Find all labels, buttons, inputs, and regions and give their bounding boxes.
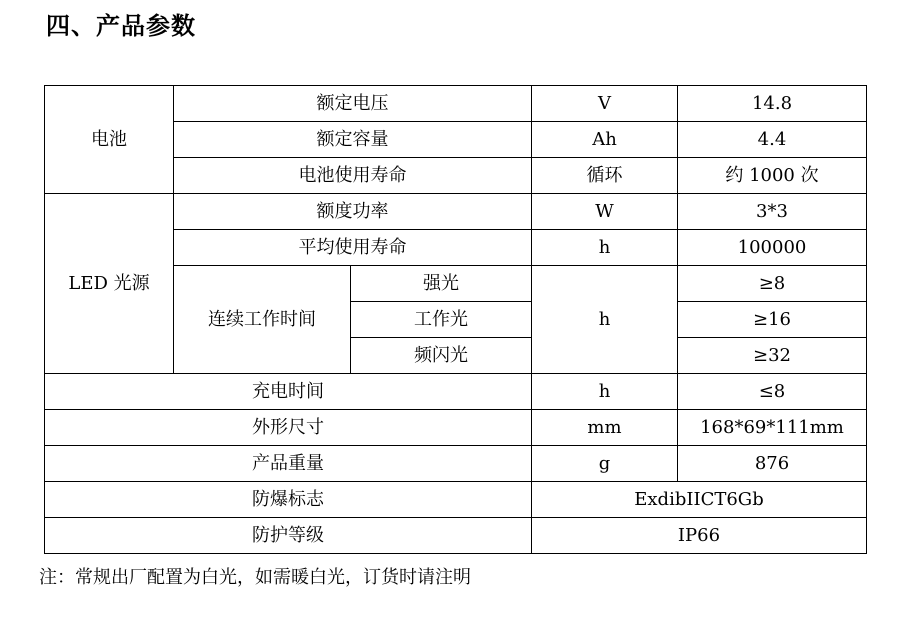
param-protection-level: 防护等级 [45, 518, 532, 554]
value-explosion-proof-mark: ExdibIICT6Gb [532, 482, 867, 518]
value-battery-life: 约 1000 次 [678, 158, 867, 194]
value-protection-level: IP66 [532, 518, 867, 554]
param-explosion-proof-mark: 防爆标志 [45, 482, 532, 518]
mode-work-light: 工作光 [351, 302, 532, 338]
table-row [45, 86, 867, 122]
unit-charge-time: h [532, 374, 678, 410]
value-rated-capacity: 4.4 [678, 122, 867, 158]
spec-table [44, 85, 867, 554]
param-rated-voltage: 额定电压 [174, 86, 532, 122]
value-strong-light: ≥8 [678, 266, 867, 302]
table-row [45, 410, 867, 446]
value-average-life: 100000 [678, 230, 867, 266]
unit-weight: g [532, 446, 678, 482]
value-work-light: ≥16 [678, 302, 867, 338]
param-power: 额度功率 [174, 194, 532, 230]
table-row [45, 194, 867, 230]
table-row [45, 482, 867, 518]
param-weight: 产品重量 [45, 446, 532, 482]
footnote: 注：常规出厂配置为白光，如需暖白光，订货时请注明 [39, 567, 471, 588]
param-charge-time: 充电时间 [45, 374, 532, 410]
table-row [45, 446, 867, 482]
value-strobe-light: ≥32 [678, 338, 867, 374]
mode-strobe-light: 频闪光 [351, 338, 532, 374]
unit-work-time: h [532, 266, 678, 374]
group-led-label: LED 光源 [45, 194, 174, 374]
value-weight: 876 [678, 446, 867, 482]
param-rated-capacity: 额定容量 [174, 122, 532, 158]
mode-strong-light: 强光 [351, 266, 532, 302]
group-battery-label: 电池 [45, 86, 174, 194]
param-dimensions: 外形尺寸 [45, 410, 532, 446]
param-average-life: 平均使用寿命 [174, 230, 532, 266]
unit-battery-life: 循环 [532, 158, 678, 194]
table-row [45, 518, 867, 554]
unit-average-life: h [532, 230, 678, 266]
param-continuous-work-time: 连续工作时间 [174, 266, 351, 374]
table-row [45, 374, 867, 410]
unit-rated-voltage: V [532, 86, 678, 122]
unit-dimensions: mm [532, 410, 678, 446]
value-charge-time: ≤8 [678, 374, 867, 410]
value-dimensions: 168*69*111mm [678, 410, 867, 446]
unit-power: W [532, 194, 678, 230]
value-power: 3*3 [678, 194, 867, 230]
param-battery-life: 电池使用寿命 [174, 158, 532, 194]
section-title: 四、产品参数 [46, 12, 196, 40]
value-rated-voltage: 14.8 [678, 86, 867, 122]
unit-rated-capacity: Ah [532, 122, 678, 158]
